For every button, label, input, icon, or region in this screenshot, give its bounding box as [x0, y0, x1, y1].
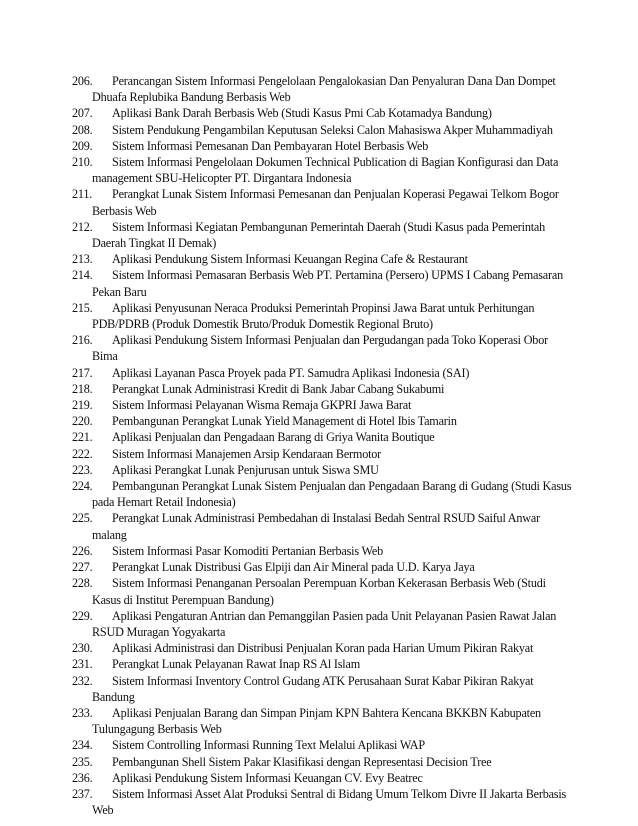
item-title: Sistem Informasi Pasar Komoditi Pertanian Berbasis Web [112, 543, 383, 558]
item-title: Sistem Informasi Pemesanan Dan Pembayaran Hotel Berbasis Web [112, 138, 429, 153]
list-item [72, 219, 572, 251]
list-item [72, 73, 572, 105]
list-item [72, 462, 572, 478]
item-number: 206. [72, 74, 93, 88]
item-number: 212. [72, 219, 93, 234]
item-number: 215. [72, 300, 93, 315]
item-number: 226. [72, 543, 93, 558]
list-item [72, 105, 572, 121]
list-item [72, 332, 572, 364]
item-number: 236. [72, 770, 93, 785]
list-item [72, 267, 572, 299]
item-number: 220. [72, 414, 93, 429]
item-number: 217. [72, 365, 93, 380]
item-number: 233. [72, 705, 93, 720]
item-number: 232. [72, 673, 93, 688]
item-title: Aplikasi Bank Darah Berbasis Web (Studi Kasus Pmi Cab Kotamadya Bandung) [112, 106, 492, 121]
item-title: Sistem Informasi Asset Alat Produksi Sentral di Bidang Umum Telkom Divre II Jakarta Berbasis Web [92, 786, 567, 818]
list-item [72, 770, 572, 786]
item-number: 218. [72, 381, 93, 396]
list-item [72, 559, 572, 575]
list-item [72, 381, 572, 397]
item-title: Aplikasi Administrasi dan Distribusi Penjualan Koran pada Harian Umum Pikiran Rakyat [112, 641, 534, 656]
list-item [72, 413, 572, 429]
item-title: Sistem Informasi Manajemen Arsip Kendaraan Bermotor [112, 446, 382, 461]
item-number: 216. [72, 333, 93, 348]
list-item [72, 510, 572, 542]
item-title: Sistem Informasi Kegiatan Pembangunan Pemerintah Daerah (Studi Kasus pada Pemerintah Daerah Tingkat II Demak) [92, 219, 546, 251]
item-title: Aplikasi Pengaturan Antrian dan Pemanggilan Pasien pada Unit Pelayanan Pasien Rawat Jalan RSUD Muragan Yogyakarta [92, 608, 557, 639]
item-title: Aplikasi Penjualan Barang dan Simpan Pinjam KPN Bahtera Kencana BKKBN Kabupaten Tulungagung Berbasis Web [92, 705, 541, 737]
item-number: 225. [72, 511, 93, 526]
item-title: Perancangan Sistem Informasi Pengelolaan Pengalokasian Dan Penyaluran Dana Dan Dompet Dhuafa Replubika Bandung Berbasis Web [92, 74, 556, 105]
item-title: Aplikasi Layanan Pasca Proyek pada PT. Samudra Aplikasi Indonesia (SAI) [112, 365, 470, 380]
list-item [72, 754, 572, 770]
item-number: 219. [72, 398, 93, 413]
list-item [72, 446, 572, 462]
list-item [72, 138, 572, 154]
item-title: Aplikasi Penjualan dan Pengadaan Barang di Griya Wanita Boutique [112, 430, 435, 445]
item-title: Aplikasi Penyusunan Neraca Produksi Pemerintah Propinsi Jawa Barat untuk Perhitungan PDB/PDRB (Produk Domestik Bruto/Produk Domestik Regional Bruto) [92, 300, 535, 332]
item-number: 229. [72, 608, 93, 623]
thesis-title-list [72, 73, 572, 818]
item-title: Sistem Pendukung Pengambilan Keputusan Seleksi Calon Mahasiswa Akper Muhammadiyah [112, 122, 553, 137]
item-number: 224. [72, 479, 93, 494]
item-number: 234. [72, 738, 93, 753]
item-title: Pembangunan Perangkat Lunak Sistem Penjualan dan Pengadaan Barang di Gudang (Studi Kasus pada Hemart Retail Indonesia) [92, 479, 572, 510]
item-number: 237. [72, 786, 93, 801]
item-number: 222. [72, 446, 93, 461]
list-item [72, 575, 572, 607]
item-title: Sistem Informasi Pelayanan Wisma Remaja GKPRI Jawa Barat [112, 398, 412, 413]
item-number: 230. [72, 641, 93, 656]
item-title: Aplikasi Perangkat Lunak Penjurusan untuk Siswa SMU [112, 462, 379, 477]
item-title: Perangkat Lunak Distribusi Gas Elpiji dan Air Mineral pada U.D. Karya Jaya [112, 560, 475, 575]
item-title: Aplikasi Pendukung Sistem Informasi Keuangan Regina Cafe & Restaurant [112, 252, 468, 267]
list-item [72, 705, 572, 737]
list-item [72, 365, 572, 381]
list-item [72, 397, 572, 413]
list-item [72, 656, 572, 672]
item-number: 207. [72, 106, 93, 121]
item-title: Perangkat Lunak Sistem Informasi Pemesanan dan Penjualan Koperasi Pegawai Telkom Bogor Berbasis Web [92, 187, 559, 218]
list-item [72, 543, 572, 559]
item-number: 209. [72, 138, 93, 153]
item-title: Perangkat Lunak Administrasi Pembedahan di Instalasi Bedah Sentral RSUD Saiful Anwar malang [92, 511, 540, 542]
item-number: 235. [72, 754, 93, 769]
item-number: 213. [72, 252, 93, 267]
item-number: 214. [72, 268, 93, 283]
item-number: 208. [72, 122, 93, 137]
item-title: Sistem Controlling Informasi Running Text Melalui Aplikasi WAP [112, 738, 425, 753]
item-number: 211. [72, 187, 93, 202]
list-item [72, 478, 572, 510]
item-title: Sistem Informasi Pemasaran Berbasis Web PT. Pertamina (Persero) UPMS I Cabang Pemasaran Pekan Baru [92, 268, 563, 299]
item-title: Perangkat Lunak Pelayanan Rawat Inap RS Al Islam [112, 657, 360, 672]
item-title: Aplikasi Pendukung Sistem Informasi Keuangan CV. Evy Beatrec [112, 770, 423, 785]
list-item [72, 154, 572, 186]
list-item [72, 251, 572, 267]
item-title: Sistem Informasi Inventory Control Gudang ATK Perusahaan Surat Kabar Pikiran Rakyat Bandung [92, 673, 534, 704]
list-item [72, 786, 572, 818]
item-number: 227. [72, 560, 93, 575]
list-item [72, 122, 572, 138]
list-item [72, 673, 572, 705]
item-number: 228. [72, 576, 93, 591]
item-number: 221. [72, 430, 93, 445]
item-title: Aplikasi Pendukung Sistem Informasi Penjualan dan Pergudangan pada Toko Koperasi Obor Bima [92, 333, 548, 364]
list-item [72, 608, 572, 640]
list-item [72, 737, 572, 753]
list-item [72, 186, 572, 218]
item-number: 223. [72, 462, 93, 477]
item-title: Pembangunan Shell Sistem Pakar Klasifikasi dengan Representasi Decision Tree [112, 754, 492, 769]
item-title: Sistem Informasi Pengelolaan Dokumen Technical Publication di Bagian Konfigurasi dan Data management SBU-Helicopter PT. Dirgantara Indonesia [92, 155, 559, 186]
list-item [72, 300, 572, 332]
item-title: Perangkat Lunak Administrasi Kredit di Bank Jabar Cabang Sukabumi [112, 381, 445, 396]
item-title: Sistem Informasi Penanganan Persoalan Perempuan Korban Kekerasan Berbasis Web (Studi Kasus di Institut Perempuan Bandung) [92, 576, 546, 607]
item-title: Pembangunan Perangkat Lunak Yield Management di Hotel Ibis Tamarin [112, 414, 457, 429]
list-item [72, 640, 572, 656]
item-number: 231. [72, 657, 93, 672]
item-number: 210. [72, 155, 93, 170]
list-item [72, 429, 572, 445]
